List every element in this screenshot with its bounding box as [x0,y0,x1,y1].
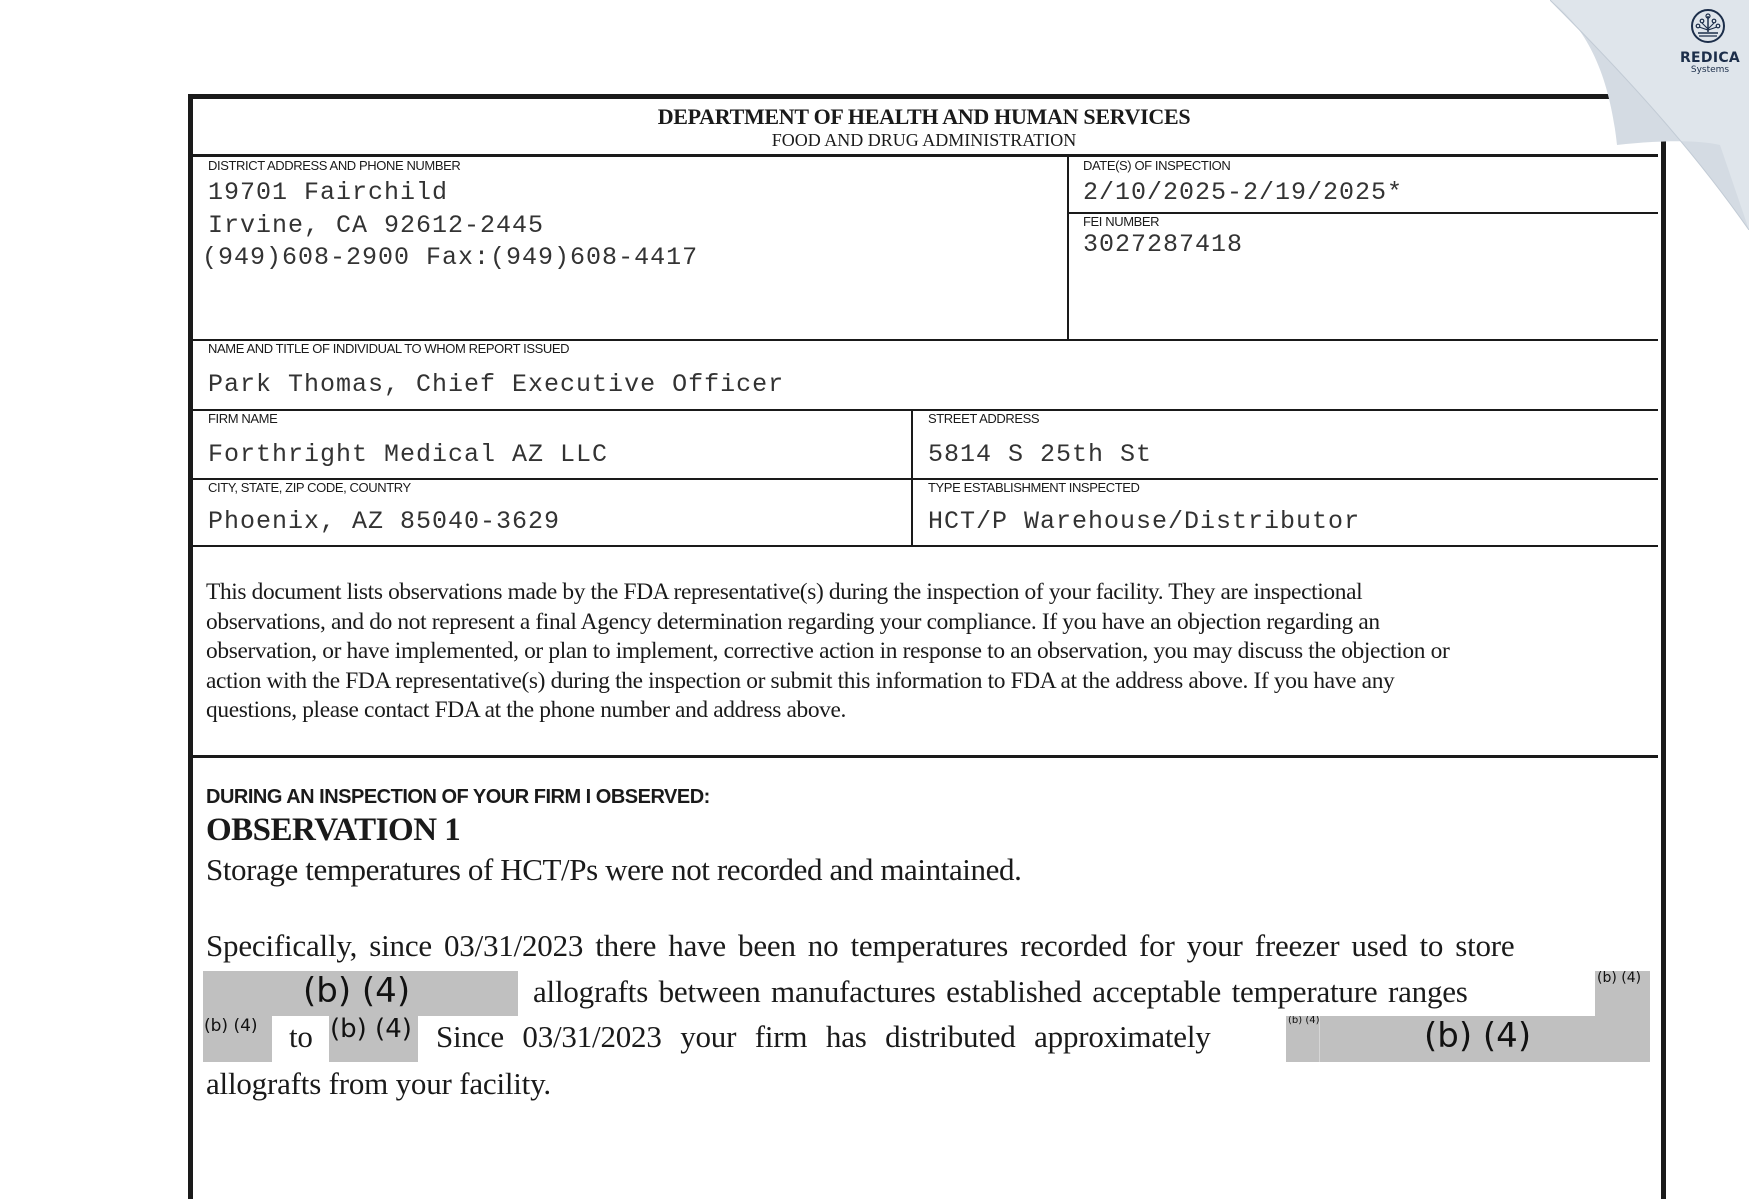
observation-body-line-4: allografts from your facility. [206,1066,551,1101]
redaction-box [203,971,518,1016]
inspection-dates-label: DATE(S) OF INSPECTION [1083,158,1231,173]
city-divider [193,545,1658,547]
redaction-box [329,1016,418,1062]
redaction-label: (b) (4) [1424,1016,1532,1056]
street-value: 5814 S 25th St [928,440,1153,469]
redaction-label: (b) (4) [204,1016,258,1036]
redica-logo-icon [1690,8,1726,44]
redaction-box [1286,1016,1650,1062]
observation-body-line-2: allografts between manufactures established acceptable temperature ranges [533,974,1468,1009]
district-line-2: Irvine, CA 92612-2445 [208,211,545,240]
redaction-label: (b) (4) [303,971,411,1011]
redaction-label: (b) (4) [1597,971,1642,986]
city-label: CITY, STATE, ZIP CODE, COUNTRY [208,480,411,495]
observation-title: OBSERVATION 1 [206,812,461,848]
notice-line: observations, and do not represent a final Agency determination regarding your compliance. If you have an objection regarding an [206,608,1380,635]
agency-title: FOOD AND DRUG ADMINISTRATION [771,130,1077,150]
fei-value: 3027287418 [1083,230,1244,259]
street-label: STREET ADDRESS [928,411,1040,426]
firm-value: Forthright Medical AZ LLC [208,440,609,469]
district-line-1: 19701 Fairchild [208,178,449,207]
district-column-divider [1067,156,1069,340]
notice-divider [193,755,1658,758]
redaction-divider [1319,1016,1320,1062]
observation-body-line-3: Since 03/31/2023 your firm has distributed approximately [436,1019,1211,1054]
fei-label: FEI NUMBER [1083,214,1160,229]
city-value: Phoenix, AZ 85040-3629 [208,507,561,536]
watermark-brand: REDICA [1679,50,1741,66]
observation-summary: Storage temperatures of HCT/Ps were not recorded and maintained. [206,852,1022,887]
firm-divider [193,478,1658,480]
redaction-label: (b) (4) [330,1016,412,1044]
notice-paragraph [206,578,1646,726]
inspection-dates-value: 2/10/2025-2/19/2025* [1083,178,1404,207]
watermark-sub: Systems [1690,65,1730,75]
establishment-value: HCT/P Warehouse/Distributor [928,507,1361,536]
redaction-box [1595,971,1650,1016]
redaction-label: (b) (4) [1288,1016,1320,1026]
recipient-label: NAME AND TITLE OF INDIVIDUAL TO WHOM REPORT ISSUED [208,341,570,356]
recipient-value: Park Thomas, Chief Executive Officer [208,370,785,399]
firm-label: FIRM NAME [208,411,278,426]
establishment-label: TYPE ESTABLISHMENT INSPECTED [928,480,1140,495]
notice-line: This document lists observations made by the FDA representative(s) during the inspection of your facility. They are inspectional [206,579,1363,605]
recipient-divider [193,409,1658,411]
notice-line: observation, or have implemented, or plan to implement, corrective action in response to an observation, you may discuss the objection or [206,638,1450,664]
redaction-box [203,1016,272,1062]
district-line-3: (949)608-2900 Fax:(949)608-4417 [202,243,699,272]
notice-line: questions, please contact FDA at the phone number and address above. [206,697,847,723]
header-divider [193,154,1658,157]
observation-body-to: to [289,1019,313,1054]
notice-line: action with the FDA representative(s) during the inspection or submit this information to FDA at the address above. If you have any [206,667,1395,694]
district-label: DISTRICT ADDRESS AND PHONE NUMBER [208,158,461,173]
observation-body-line-1: Specifically, since 03/31/2023 there have been no temperatures recorded for your freezer used to store [206,928,1515,963]
department-title: DEPARTMENT OF HEALTH AND HUMAN SERVICES [657,104,1191,129]
observations-intro: DURING AN INSPECTION OF YOUR FIRM I OBSERVED: [206,786,710,808]
